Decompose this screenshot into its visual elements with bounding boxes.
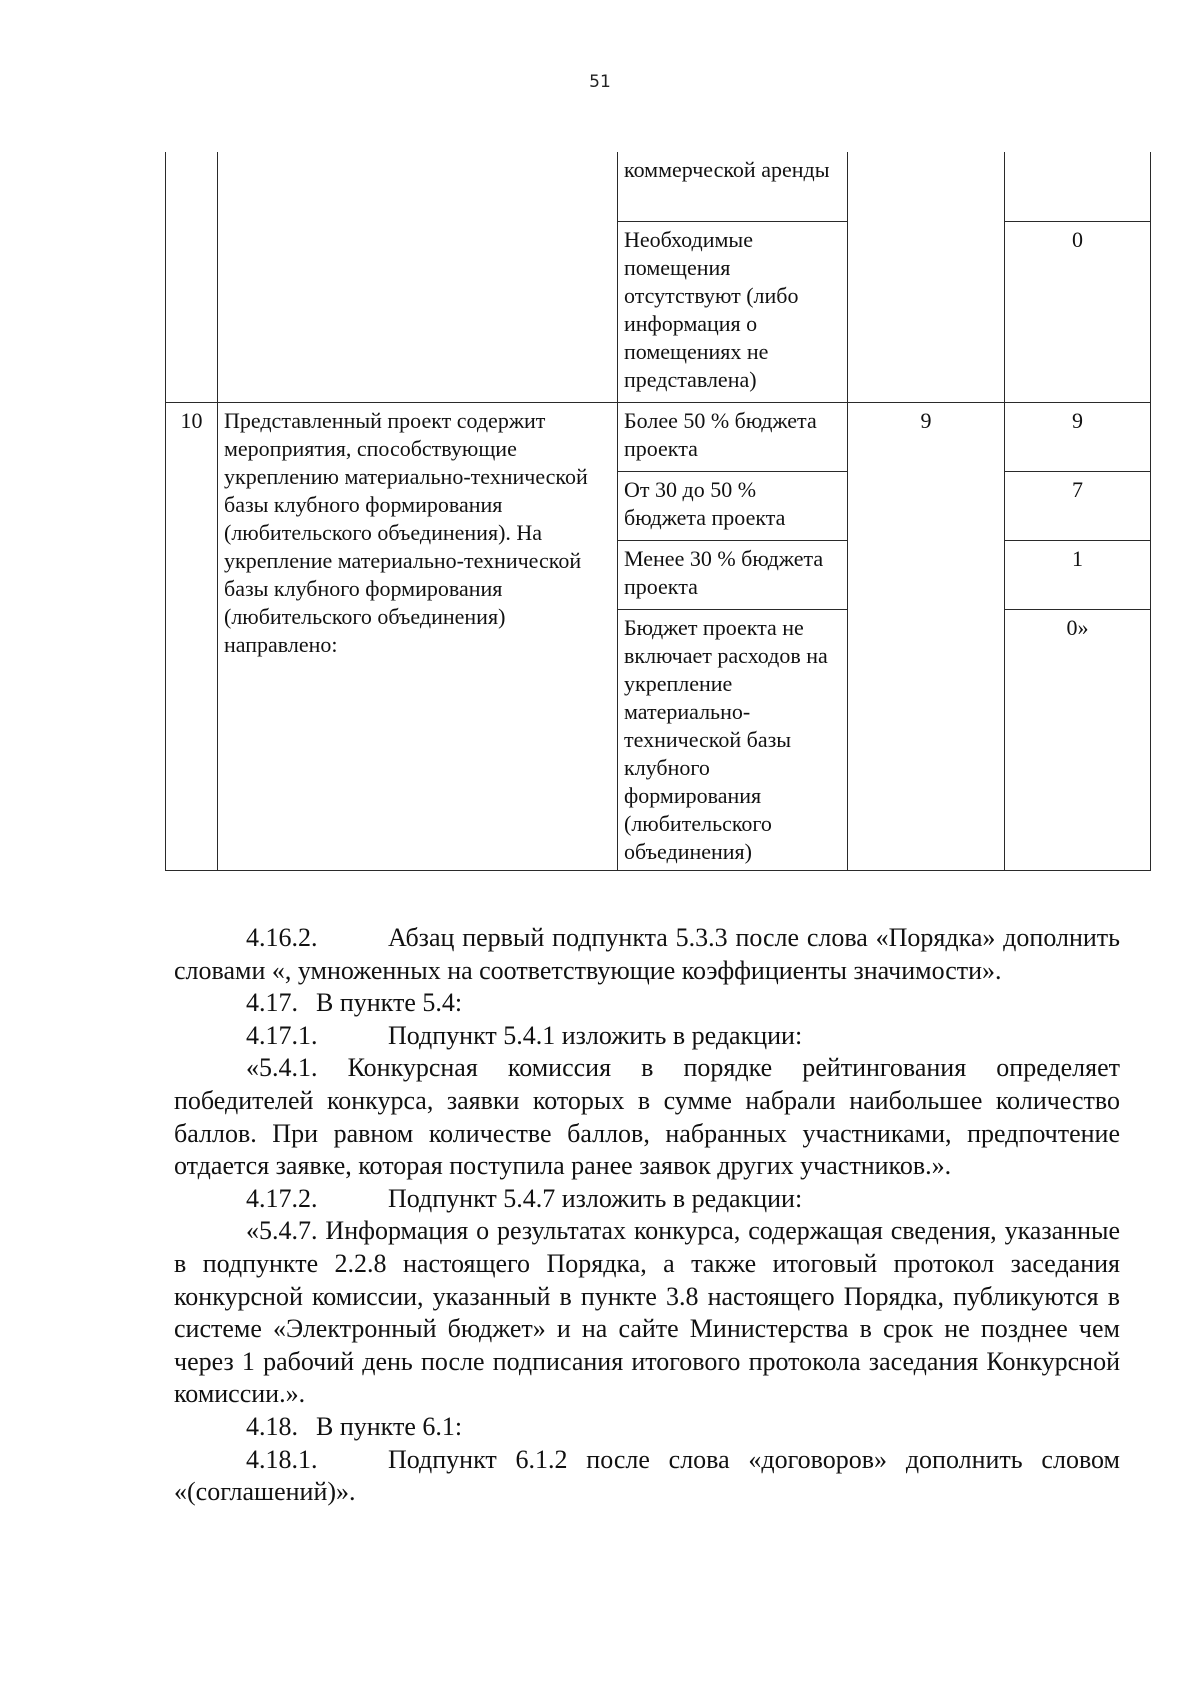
paragraph-text: В пункте 5.4: — [316, 988, 463, 1018]
paragraph-number: 4.18. — [246, 1411, 298, 1441]
score-cell — [1005, 152, 1151, 221]
paragraph-number: 4.17.2. — [246, 1183, 318, 1213]
option-cell: Бюджет проекта не включает расходов на укрепление материально-технической базы клубного формирования (любительского объединения) — [618, 609, 848, 870]
paragraph — [174, 987, 1120, 1020]
score-cell: 9 — [1005, 402, 1151, 471]
paragraph: «5.4.1. Конкурсная комиссия в порядке рейтингования определяет победителей конкурса, заявки которых в сумме набрали наибольшее количество баллов. При равном количестве баллов, набранных участниками, предпочтение отдается заявке, которая поступила ранее заявок других участников.». — [174, 1053, 1120, 1181]
option-cell: Более 50 % бюджета проекта — [618, 402, 848, 471]
paragraph-text: Подпункт 5.4.1 изложить в редакции: — [388, 1020, 803, 1050]
table-row — [166, 152, 1151, 221]
paragraph-number: 4.18.1. — [246, 1444, 318, 1474]
paragraph — [174, 922, 1120, 987]
document-body — [174, 922, 1120, 1509]
criterion-cell: Представленный проект содержит мероприятия, способствующие укреплению материально-технической базы клубного формирования (любительского объединения). На укрепление материально-технической базы клубного формирования (любительского объединения) направлено: — [218, 402, 618, 870]
option-cell: Менее 30 % бюджета проекта — [618, 540, 848, 609]
option-cell: От 30 до 50 % бюджета проекта — [618, 471, 848, 540]
paragraph-text: Абзац первый подпункта 5.3.3 после слова «Порядка» дополнить словами «, умноженных на соответствующие коэффициенты значимости». — [174, 923, 1120, 985]
option-cell: Необходимые помещения отсутствуют (либо информация о помещениях не представлена) — [618, 221, 848, 402]
paragraph — [174, 1444, 1120, 1509]
option-cell: коммерческой аренды — [618, 152, 848, 221]
score-cell: 0» — [1005, 609, 1151, 870]
paragraph-text: Подпункт 6.1.2 после слова «договоров» дополнить словом «(соглашений)». — [174, 1444, 1120, 1507]
table-cell — [218, 152, 618, 402]
paragraph-text: В пункте 6.1: — [316, 1411, 463, 1441]
row-number-cell: 10 — [166, 402, 218, 870]
scoring-table — [165, 152, 1151, 871]
paragraph-number: 4.17. — [246, 988, 298, 1018]
max-score-cell — [848, 152, 1005, 402]
paragraph-number: 4.16.2. — [246, 923, 318, 952]
paragraph: «5.4.7. Информация о результатах конкурса, содержащая сведения, указанные в подпункте 2.2.8 настоящего Порядка, а также итоговый протокол заседания конкурсной комиссии, указанный в пункте 3.8 настоящего Порядка, публикуются в системе «Электронный бюджет» и на сайте Министерства в срок не позднее чем через 1 рабочий день после подписания итогового протокола заседания Конкурсной комиссии.». — [174, 1216, 1120, 1409]
paragraph-text: Подпункт 5.4.7 изложить в редакции: — [388, 1183, 803, 1213]
paragraph-number: 4.17.1. — [246, 1020, 318, 1050]
table-cell — [166, 152, 218, 402]
paragraph — [174, 1411, 1120, 1444]
page-number: 51 — [589, 72, 611, 92]
score-cell: 7 — [1005, 471, 1151, 540]
score-cell: 1 — [1005, 540, 1151, 609]
max-score-cell: 9 — [848, 402, 1005, 870]
table-row — [166, 402, 1151, 471]
paragraph — [174, 1183, 1120, 1216]
score-cell: 0 — [1005, 221, 1151, 402]
paragraph — [174, 1020, 1120, 1053]
